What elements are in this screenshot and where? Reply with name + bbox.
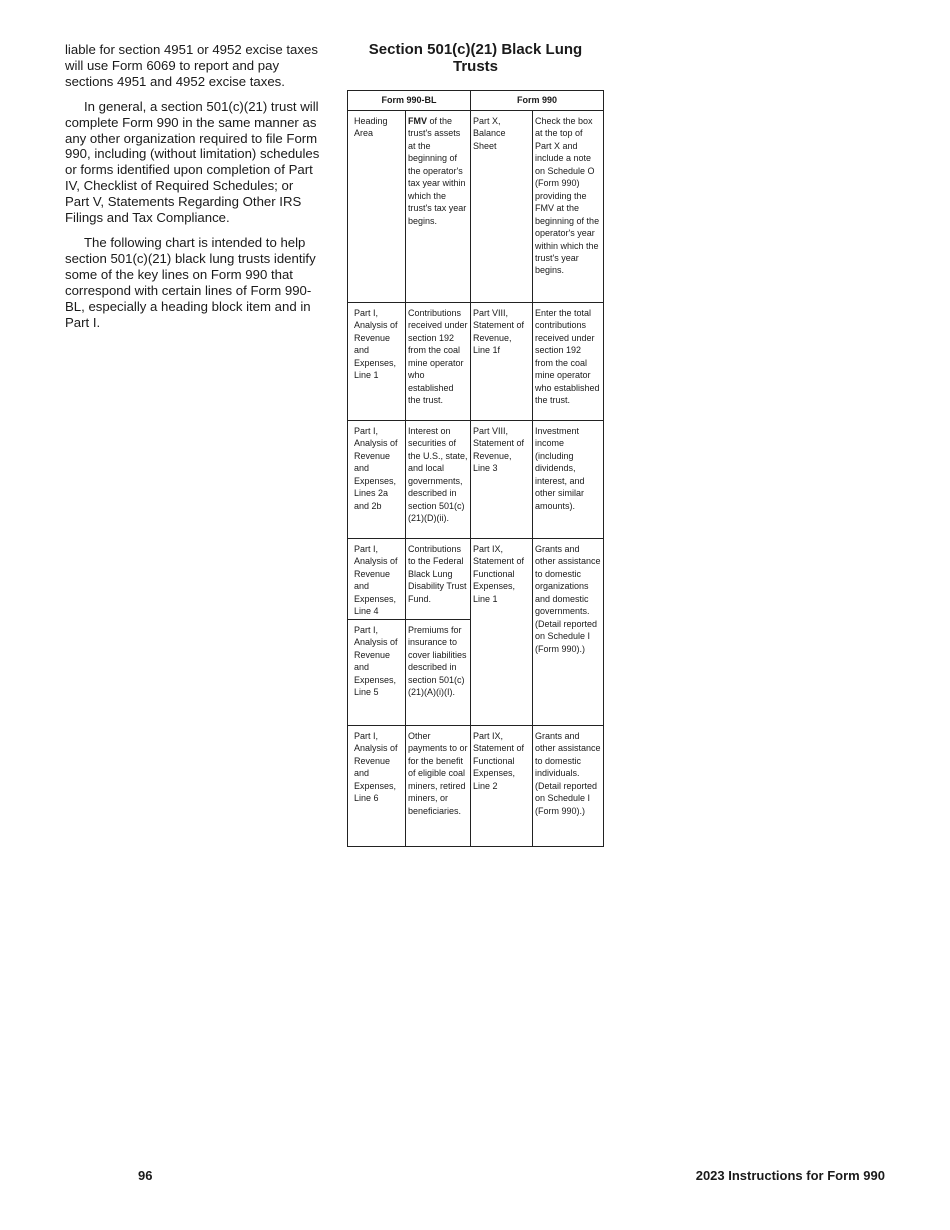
table-row (348, 726, 604, 847)
paragraph-general: In general, a section 501(c)(21) trust will complete Form 990 in the same manner as any other organization required to file Form 990, including (without limitation) schedules or forms identified upon completion of Part IV, Checklist of Required Schedules; or Part V, Statements Regarding Other IRS Filings and Tax Compliance. (65, 98, 320, 226)
bl-description-cell: Contributions received under section 192 from the coal mine operator who established the trust. (406, 303, 471, 421)
bl-description-cell: Premiums for insurance to cover liabilities described in section 501(c)(21)(A)(i)(I). (406, 620, 471, 726)
document-title: 2023 Instructions for Form 990 (695, 1168, 885, 1183)
crosswalk-table (347, 90, 604, 847)
table-header-row (348, 91, 604, 111)
bl-description-cell: Other payments to or for the benefit of eligible coal miners, retired miners, or beneficiaries. (406, 726, 471, 847)
bl-line-cell: Part I, Analysis of Revenue and Expenses, Line 5 (348, 620, 406, 726)
table-row (348, 111, 604, 303)
bl-line-cell: Part I, Analysis of Revenue and Expenses, Line 6 (348, 726, 406, 847)
table-row (348, 303, 604, 421)
form-990-line-cell: Part IX, Statement of Functional Expenses, Line 1 (471, 539, 533, 726)
form-990-line-cell: Part X, Balance Sheet (471, 111, 533, 303)
table-row (348, 421, 604, 539)
page-number: 96 (138, 1168, 153, 1183)
paragraph-chart-intro: The following chart is intended to help section 501(c)(21) black lung trusts identify some of the key lines on Form 990 that correspond with certain lines of Form 990-BL, especially a heading block item and in Part I. (65, 234, 316, 330)
bl-description-text: of the trust's assets at the beginning of the operator's tax year within which the trust's tax year begins. (408, 116, 467, 226)
header-form-990-bl: Form 990-BL (348, 91, 471, 111)
table-row (348, 539, 604, 620)
form-990-description-cell: Investment income (including dividends, interest, and other similar amounts). (533, 421, 604, 539)
chart-title: Section 501(c)(21) Black Lung Trusts (368, 41, 583, 75)
bl-line-cell: Part I, Analysis of Revenue and Expenses, Line 4 (348, 539, 406, 620)
bl-line-cell: Part I, Analysis of Revenue and Expenses, Lines 2a and 2b (348, 421, 406, 539)
fmv-label: FMV (408, 116, 427, 126)
header-form-990: Form 990 (471, 91, 604, 111)
form-990-description-cell: Enter the total contributions received under section 192 from the coal mine operator who established the trust. (533, 303, 604, 421)
paragraph-excise-taxes: liable for section 4951 or 4952 excise taxes will use Form 6069 to report and pay sections 4951 and 4952 excise taxes. (65, 42, 318, 89)
body-text-column (65, 42, 320, 339)
form-990-description-cell: Check the box at the top of Part X and include a note on Schedule O (Form 990) providing the FMV at the beginning of the operator's year within which the trust's year begins. (533, 111, 604, 303)
bl-line-cell: Part I, Analysis of Revenue and Expenses, Line 1 (348, 303, 406, 421)
form-990-description-cell: Grants and other assistance to domestic organizations and domestic governments. (Detail reported on Schedule I (Form 990).) (533, 539, 604, 726)
form-990-line-cell: Part VIII, Statement of Revenue, Line 1f (471, 303, 533, 421)
bl-line-cell: Heading Area (348, 111, 406, 303)
bl-description-cell: Contributions to the Federal Black Lung Disability Trust Fund. (406, 539, 471, 620)
form-990-line-cell: Part VIII, Statement of Revenue, Line 3 (471, 421, 533, 539)
form-990-description-cell: Grants and other assistance to domestic individuals. (Detail reported on Schedule I (Form 990).) (533, 726, 604, 847)
bl-description-cell (406, 111, 471, 303)
form-990-line-cell: Part IX, Statement of Functional Expenses, Line 2 (471, 726, 533, 847)
bl-description-cell: Interest on securities of the U.S., state, and local governments, described in section 501(c)(21)(D)(ii). (406, 421, 471, 539)
